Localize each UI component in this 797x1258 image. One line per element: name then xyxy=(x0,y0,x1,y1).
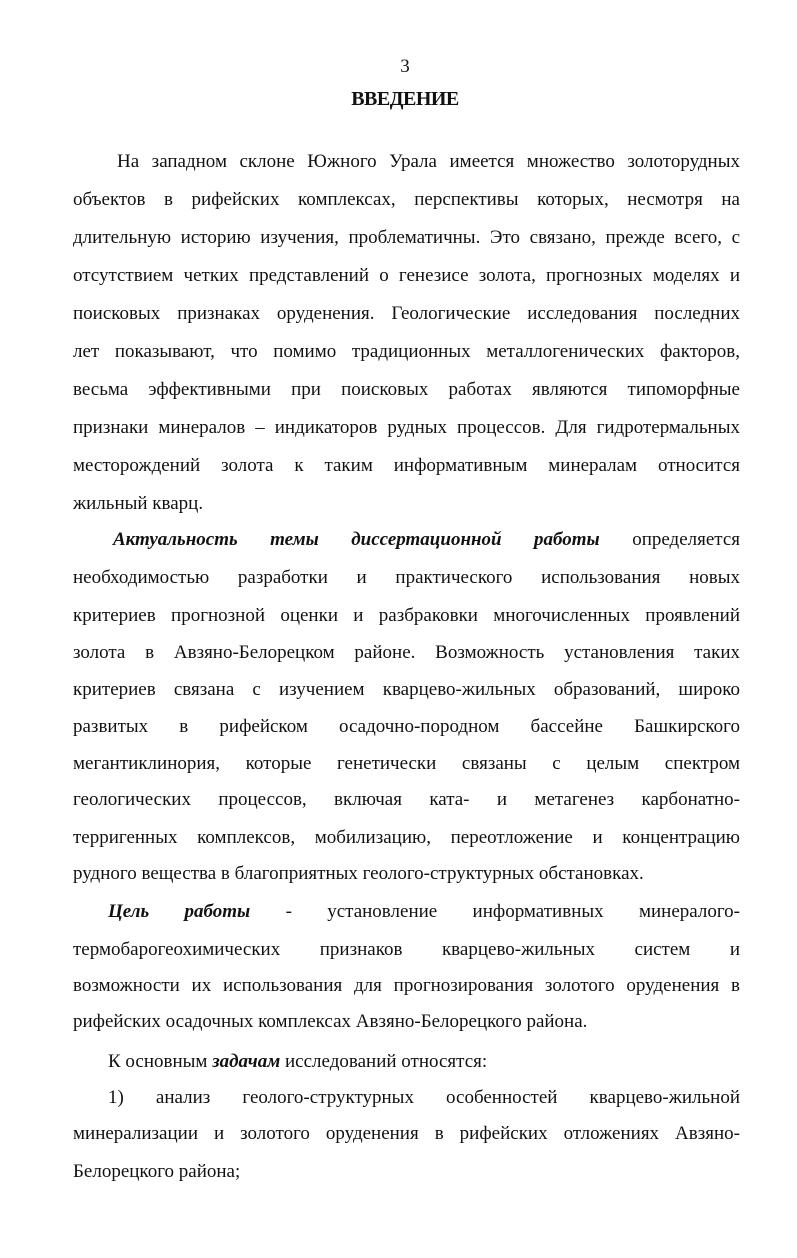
emphasis-text: задачам xyxy=(212,1051,281,1072)
text-segment: исследований относятся: xyxy=(280,1051,488,1072)
text-segment: терригенных комплексов, мобилизацию, переотложение и концентрацию xyxy=(73,827,740,848)
text-line xyxy=(73,1010,740,1034)
text-line xyxy=(73,226,740,250)
text-line xyxy=(73,974,740,998)
text-line xyxy=(73,826,740,850)
text-line xyxy=(73,641,740,665)
text-segment: необходимостью разработки и практического использования новых xyxy=(73,567,740,588)
text-segment: жильный кварц. xyxy=(73,493,204,514)
text-line xyxy=(113,528,740,552)
text-segment: отсутствием четких представлений о генезисе золота, прогнозных моделях и xyxy=(73,265,740,286)
text-segment: признаки минералов – индикаторов рудных процессов. Для гидротермальных xyxy=(73,417,740,438)
text-line xyxy=(73,678,740,702)
emphasis-text: Цель работы xyxy=(108,901,251,922)
text-segment: - установление информативных минералого- xyxy=(250,901,740,922)
text-line xyxy=(108,1050,740,1074)
text-line xyxy=(108,900,740,924)
text-line xyxy=(108,1086,740,1110)
text-segment: критериев прогнозной оценки и разбраковки многочисленных проявлений xyxy=(73,605,740,626)
text-line xyxy=(117,150,740,174)
text-line xyxy=(73,788,740,812)
text-segment: месторождений золота к таким информативным минералам относится xyxy=(73,455,740,476)
text-line xyxy=(73,492,740,516)
text-segment: минерализации и золотого оруденения в рифейских отложениях Авзяно- xyxy=(73,1123,740,1144)
text-segment: 1) анализ геолого-структурных особенностей кварцево-жильной xyxy=(108,1087,740,1108)
text-segment: золота в Авзяно-Белорецком районе. Возможность установления таких xyxy=(73,642,740,663)
text-line xyxy=(73,1122,740,1146)
text-segment: геологических процессов, включая ката- и метагенез карбонатно- xyxy=(73,789,740,810)
text-line xyxy=(73,416,740,440)
text-line xyxy=(73,1160,740,1184)
text-segment: лет показывают, что помимо традиционных металлогенических факторов, xyxy=(73,341,740,362)
text-line xyxy=(73,566,740,590)
text-segment: рифейских осадочных комплексах Авзяно-Белорецкого района. xyxy=(73,1011,588,1032)
text-line xyxy=(73,752,740,776)
text-line xyxy=(73,604,740,628)
text-line xyxy=(73,378,740,402)
text-segment: Белорецкого района; xyxy=(73,1161,241,1182)
text-line xyxy=(73,188,740,212)
text-segment: мегантиклинория, которые генетически связаны с целым спектром xyxy=(73,753,740,774)
text-line xyxy=(73,340,740,364)
text-line xyxy=(73,302,740,326)
text-line xyxy=(73,938,740,962)
text-segment: рудного вещества в благоприятных геолого-структурных обстановках. xyxy=(73,863,644,884)
text-segment: развитых в рифейском осадочно-породном бассейне Башкирского xyxy=(73,716,740,737)
text-segment: На западном склоне Южного Урала имеется множество золоторудных xyxy=(117,151,740,172)
text-segment: объектов в рифейских комплексах, перспективы которых, несмотря на xyxy=(73,189,740,210)
section-title: ВВЕДЕНИЕ xyxy=(351,88,459,110)
text-segment: поисковых признаках оруденения. Геологические исследования последних xyxy=(73,303,740,324)
text-line xyxy=(73,715,740,739)
text-segment: весьма эффективными при поисковых работах являются типоморфные xyxy=(73,379,740,400)
text-line xyxy=(73,264,740,288)
text-segment: определяется xyxy=(599,529,741,550)
page-number: 3 xyxy=(400,56,410,77)
text-segment: критериев связана с изучением кварцево-жильных образований, широко xyxy=(73,679,740,700)
text-segment: возможности их использования для прогнозирования золотого оруденения в xyxy=(73,975,740,996)
text-segment: К основным xyxy=(108,1051,213,1072)
text-line xyxy=(73,862,740,886)
text-segment: термобарогеохимических признаков кварцево-жильных систем и xyxy=(73,939,740,960)
text-line xyxy=(73,454,740,478)
text-segment: длительную историю изучения, проблематичны. Это связано, прежде всего, с xyxy=(73,227,740,248)
emphasis-text: Актуальность темы диссертационной работы xyxy=(113,529,600,550)
